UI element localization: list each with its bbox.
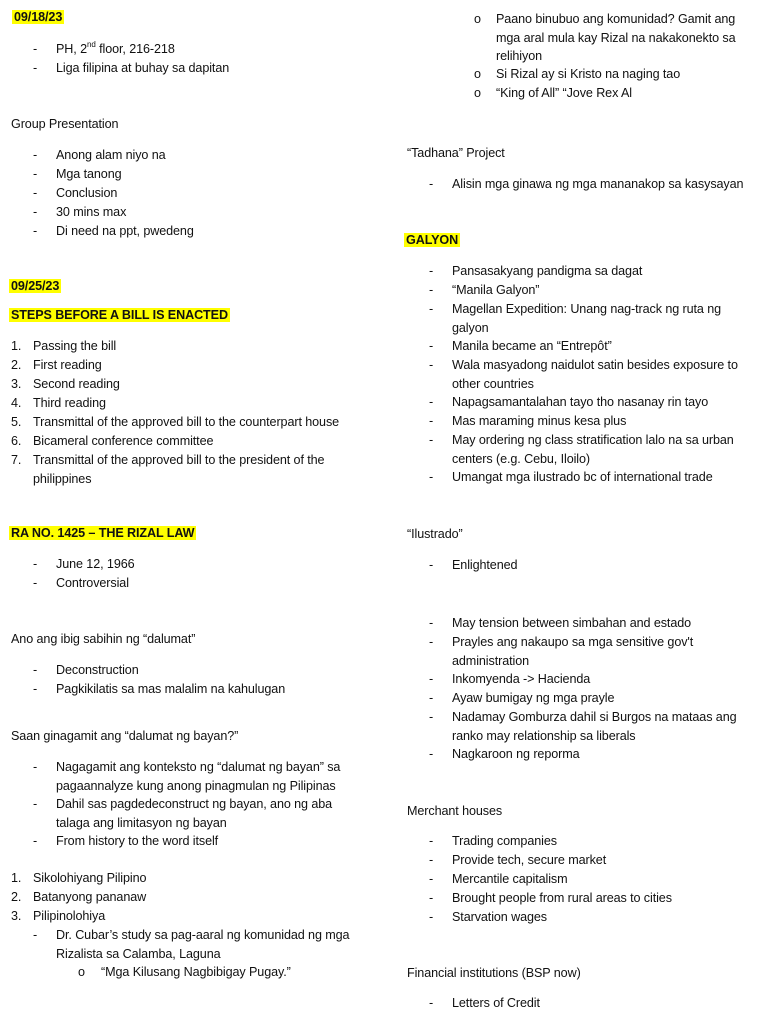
list-item: - Dahil sas pagdedeconstruct ng bayan, ano ng aba [33,797,333,811]
list-item: 1. Passing the bill [11,339,117,353]
list-item: - Mas maraming minus kesa plus [429,414,627,428]
list-item: - Dr. Cubar’s study sa pag-aaral ng komunidad ng mga [33,928,350,942]
list-item-continuation: administration [452,654,529,668]
list-item: - Umangat mga ilustrado bc of international trade [429,470,713,484]
list-item-continuation: relihiyon [496,49,543,63]
list-item: 3. Pilipinolohiya [11,909,106,923]
list-item: 2. First reading [11,358,102,372]
bullet-list [384,614,768,764]
steps-heading: STEPS BEFORE A BILL IS ENACTED [11,308,228,322]
list-item-continuation: talaga ang limitasyon ng bayan [56,816,227,830]
list-item-continuation: pagaannalyze kung anong pinagmulan ng Pilipinas [56,779,336,793]
list-item: - Mga tanong [33,167,122,181]
list-item: - May tension between simbahan and estado [429,616,692,630]
list-item: 7. Transmittal of the approved bill to the president of the [11,453,325,467]
bullet-list [384,262,768,487]
date-heading-0925: 09/25/23 [11,279,60,293]
list-item: - May ordering ng class stratification lalo na sa urban [429,433,734,447]
section-title: Merchant houses [407,804,503,818]
bullet-list [0,146,384,241]
list-item: 2. Batanyong pananaw [11,890,147,904]
list-item: - Starvation wages [429,910,548,924]
list-item-continuation: philippines [33,472,92,486]
list-item-continuation: other countries [452,377,534,391]
list-item: - From history to the word itself [33,834,219,848]
list-item: - Inkomyenda -> Hacienda [429,672,591,686]
numbered-list [0,869,384,982]
list-item-continuation: galyon [452,321,489,335]
section-title: Ano ang ibig sabihin ng “dalumat” [11,632,196,646]
date-label: 09/18/23 [14,10,63,24]
list-item: - Prayles ang nakaupo sa mga sensitive gov't [429,635,694,649]
list-item: 5. Transmittal of the approved bill to the counterpart house [11,415,340,429]
list-item: - Alisin mga ginawa ng mga mananakop sa kasysayan [429,177,744,191]
rizal-law-heading: RA NO. 1425 – THE RIZAL LAW [11,526,195,540]
sub-list [384,10,768,103]
bullet-list [0,758,384,851]
list-item: - Liga filipina at buhay sa dapitan [33,61,230,75]
section-title: Group Presentation [11,117,119,131]
list-item: - Brought people from rural areas to cities [429,891,672,905]
list-item: - Pansasakyang pandigma sa dagat [429,264,643,278]
list-item: - “Manila Galyon” [429,283,540,297]
list-item: - Anong alam niyo na [33,148,166,162]
list-item: - Enlightened [429,558,518,572]
section-title: Financial institutions (BSP now) [407,966,581,980]
sub-list-item: o Si Rizal ay si Kristo na naging tao [474,67,681,81]
list-item: 4. Third reading [11,396,106,410]
bullet-list [0,661,384,699]
list-item: - Mercantile capitalism [429,872,568,886]
bullet-list [384,832,768,927]
list-item: - June 12, 1966 [33,557,135,571]
list-item: - Pagkikilatis sa mas malalim na kahulugan [33,682,286,696]
list-item: - Trading companies [429,834,557,848]
list-item: 1. Sikolohiyang Pilipino [11,871,147,885]
numbered-list [0,337,384,489]
section-title: “Tadhana” Project [407,146,505,160]
sub-list-item: o “Mga Kilusang Nagbibigay Pugay.” [78,965,291,979]
list-item: - Napagsamantalahan tayo tho nasanay rin tayo [429,395,709,409]
galyon-heading: GALYON [406,233,459,247]
list-item-continuation: centers (e.g. Cebu, Iloilo) [452,452,590,466]
bullet-list [0,40,384,78]
list-item: - Controversial [33,576,129,590]
list-item: - Wala masyadong naidulot satin besides exposure to [429,358,738,372]
list-item: 6. Bicameral conference committee [11,434,214,448]
list-item-continuation: Rizalista sa Calamba, Laguna [56,947,221,961]
list-item: - Nagkaroon ng reporma [429,747,580,761]
list-item: - Deconstruction [33,663,139,677]
sub-list-item: o “King of All” “Jove Rex Al [474,86,632,100]
bullet-list [0,555,384,593]
list-item: - PH, 2nd floor, 216-218 [33,40,175,56]
list-item: - Di need na ppt, pwedeng [33,224,194,238]
list-item: - Nadamay Gomburza dahil si Burgos na mataas ang [429,710,737,724]
sub-list-item: o Paano binubuo ang komunidad? Gamit ang [474,12,736,26]
section-title: “Ilustrado” [407,527,463,541]
list-item: - Provide tech, secure market [429,853,607,867]
list-item: - Letters of Credit [429,996,540,1010]
list-item: - Manila became an “Entrepôt” [429,339,612,353]
bullet-list [384,556,768,575]
list-item: 3. Second reading [11,377,120,391]
bullet-list [384,175,768,194]
list-item: - Ayaw bumigay ng mga prayle [429,691,615,705]
section-title: Saan ginagamit ang “dalumat ng bayan?” [11,729,239,743]
list-item: - Magellan Expedition: Unang nag-track ng ruta ng [429,302,722,316]
list-item: - 30 mins max [33,205,127,219]
list-item-continuation: mga aral mula kay Rizal na nakakonekto sa [496,31,736,45]
list-item-continuation: ranko may relationship sa liberals [452,729,636,743]
list-item: - Conclusion [33,186,118,200]
date-heading-0918 [0,10,384,24]
list-item: - Nagagamit ang konteksto ng “dalumat ng bayan” sa [33,760,341,774]
bullet-list [384,994,768,1013]
